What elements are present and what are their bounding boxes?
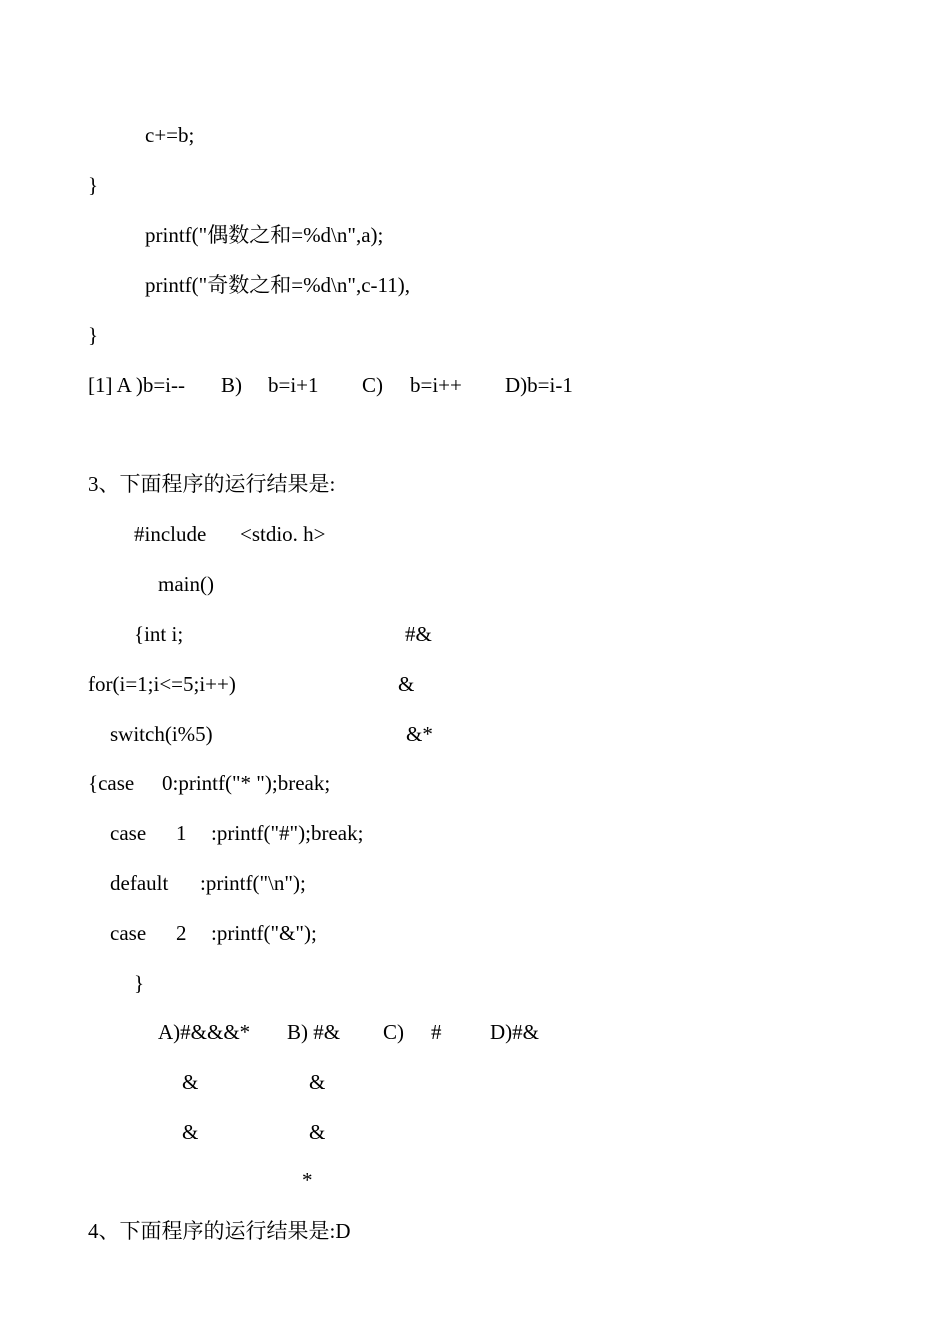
q2-option-d: D)b=i-1 [505, 373, 573, 397]
code-line-c-add-b: c+=b; [145, 123, 195, 147]
q3-case2-number: 2 [176, 921, 187, 945]
q3-case0-keyword: {case [88, 771, 135, 795]
q3-default-keyword: default [110, 871, 169, 895]
code-line-printf-even: printf("偶数之和=%d\n",a); [145, 223, 384, 247]
q3-case2-body: :printf("&"); [211, 921, 317, 945]
q3-option-d: D)#& [490, 1020, 539, 1044]
q3-switch-statement: switch(i%5) [110, 722, 213, 746]
q3-case1-keyword: case [110, 821, 147, 845]
q3-case1-body: :printf("#");break; [211, 821, 364, 845]
q3-case0-body: 0:printf("* ");break; [162, 771, 331, 795]
code-line-close-brace-2: } [88, 323, 99, 347]
q3-title: 3、下面程序的运行结果是: [88, 472, 336, 496]
q3-int-decl: {int i; [134, 622, 184, 646]
q3-option-a-cont-1: & [182, 1070, 199, 1094]
q3-include-keyword: #include [134, 522, 207, 546]
q3-option-b: B) #& [287, 1020, 341, 1044]
q4-title: 4、下面程序的运行结果是:D [88, 1219, 351, 1243]
q3-case1-number: 1 [176, 821, 187, 845]
q3-include-header: <stdio. h> [240, 522, 326, 546]
q3-main: main() [158, 572, 214, 596]
q3-side-output-2: & [398, 672, 415, 696]
q3-close-brace: } [134, 971, 145, 995]
q3-option-c-label: C) [383, 1020, 404, 1044]
q3-option-c-value: # [431, 1020, 442, 1044]
q2-option-b-value: b=i+1 [268, 373, 319, 397]
q2-option-b-label: B) [221, 373, 242, 397]
q2-option-a: [1] A )b=i-- [88, 373, 185, 397]
q3-side-output-1: #& [405, 622, 432, 646]
q3-for-statement: for(i=1;i<=5;i++) [88, 672, 236, 696]
q3-option-a: A)#&&&* [158, 1020, 251, 1044]
q2-option-c-label: C) [362, 373, 383, 397]
q3-default-body: :printf("\n"); [200, 871, 306, 895]
q3-option-b-cont-2: & [309, 1120, 326, 1144]
code-line-close-brace: } [88, 173, 99, 197]
q3-option-a-cont-2: & [182, 1120, 199, 1144]
q3-option-b-cont-1: & [309, 1070, 326, 1094]
q2-option-c-value: b=i++ [410, 373, 462, 397]
q3-option-a-cont-3: * [302, 1168, 313, 1192]
q3-side-output-3: &* [406, 722, 433, 746]
code-line-printf-odd: printf("奇数之和=%d\n",c-11), [145, 273, 410, 297]
q3-case2-keyword: case [110, 921, 147, 945]
